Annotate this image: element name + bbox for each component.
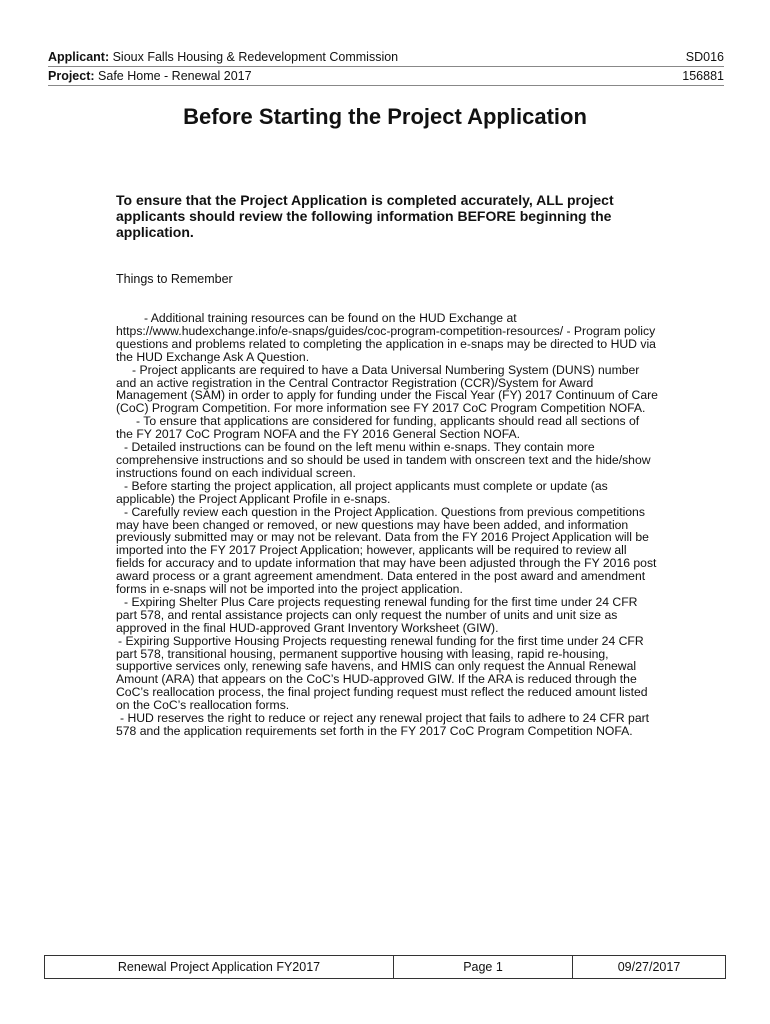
project-label: Project:	[48, 69, 95, 83]
instruction-paragraph: - Carefully review each question in the Project Application. Questions from previous competitions may have been changed or removed, or new questions may have been added, and information previously submitted may or may not be relevant. Data from the FY 2016 Project Application will be imported into the FY 2017 Project Application; however, applicants will be required to review all fields for accuracy and to update information that may have been adjusted through the FY 2016 post award process or a grant agreement amendment. Data entered in the post award and amendment forms in e-snaps will not be imported into the project application.	[116, 504, 657, 597]
instruction-paragraph: - Project applicants are required to have a Data Universal Numbering System (DUNS) number and an active registration in the Central Contractor Registration (CCR)/System for Award Management (SAM) in order to apply for funding under the Fiscal Year (FY) 2017 Continuum of Care (CoC) Program Competition. For more information see FY 2017 CoC Program Competition NOFA.	[116, 362, 658, 416]
project-number: 156881	[682, 69, 724, 83]
instruction-paragraph: - To ensure that applications are considered for funding, applicants should read all sections of the FY 2017 CoC Program NOFA and the FY 2016 General Section NOFA.	[116, 414, 640, 442]
footer-page-number: Page 1	[394, 956, 573, 978]
header-divider-2	[48, 85, 724, 86]
instruction-paragraph: - Expiring Shelter Plus Care projects requesting renewal funding for the first time under 24 CFR part 578, and rental assistance projects can only request the number of units and unit size as approved in the final HUD-approved Grant Inventory Worksheet (GIW).	[116, 594, 638, 635]
applicant-value: Sioux Falls Housing & Redevelopment Commission	[112, 50, 399, 64]
section-heading: Things to Remember	[116, 272, 233, 286]
instruction-paragraph: - Additional training resources can be found on the HUD Exchange at https://www.hudexchange.info/e-snaps/guides/coc-program-competition-resources/ - Program policy questions and problems related to completing the application in e-snaps may be directed to HUD via the HUD Exchange Ask A Question.	[116, 311, 656, 364]
footer-form-name: Renewal Project Application FY2017	[45, 956, 394, 978]
header-divider-1	[48, 66, 724, 67]
applicant-code: SD016	[685, 50, 724, 64]
instruction-paragraph: - HUD reserves the right to reduce or reject any renewal project that fails to adhere to 24 CFR part 578 and the application requirements set forth in the FY 2017 CoC Program Competition NOFA.	[116, 711, 650, 738]
page-title: Before Starting the Project Application	[183, 104, 587, 129]
intro-text: To ensure that the Project Application is completed accurately, ALL project applicants should review the following information BEFORE beginning the application.	[116, 192, 614, 240]
project-value: Safe Home - Renewal 2017	[98, 69, 252, 83]
instructions-body	[116, 312, 658, 738]
applicant-label: Applicant:	[48, 50, 110, 64]
instruction-paragraph: - Expiring Supportive Housing Projects requesting renewal funding for the first time under 24 CFR part 578, transitional housing, permanent supportive housing with leasing, rapid re-housing, supportive services only, renewing safe havens, and HMIS can only request the Annual Renewal Amount (ARA) that appears on the CoC’s HUD-approved GIW. If the ARA is reduced through the CoC’s reallocation process, the final project funding request must reflect the reduced amount listed on the CoC’s reallocation forms.	[116, 633, 648, 713]
page-footer	[44, 955, 726, 979]
instruction-paragraph: - Detailed instructions can be found on the left menu within e-snaps. They contain more comprehensive instructions and so should be used in tandem with onscreen text and the hide/show instructions found on each individual screen.	[116, 440, 651, 480]
footer-date: 09/27/2017	[617, 960, 681, 974]
instruction-paragraph: - Before starting the project application, all project applicants must complete or update (as applicable) the Project Applicant Profile in e-snaps.	[116, 478, 608, 506]
